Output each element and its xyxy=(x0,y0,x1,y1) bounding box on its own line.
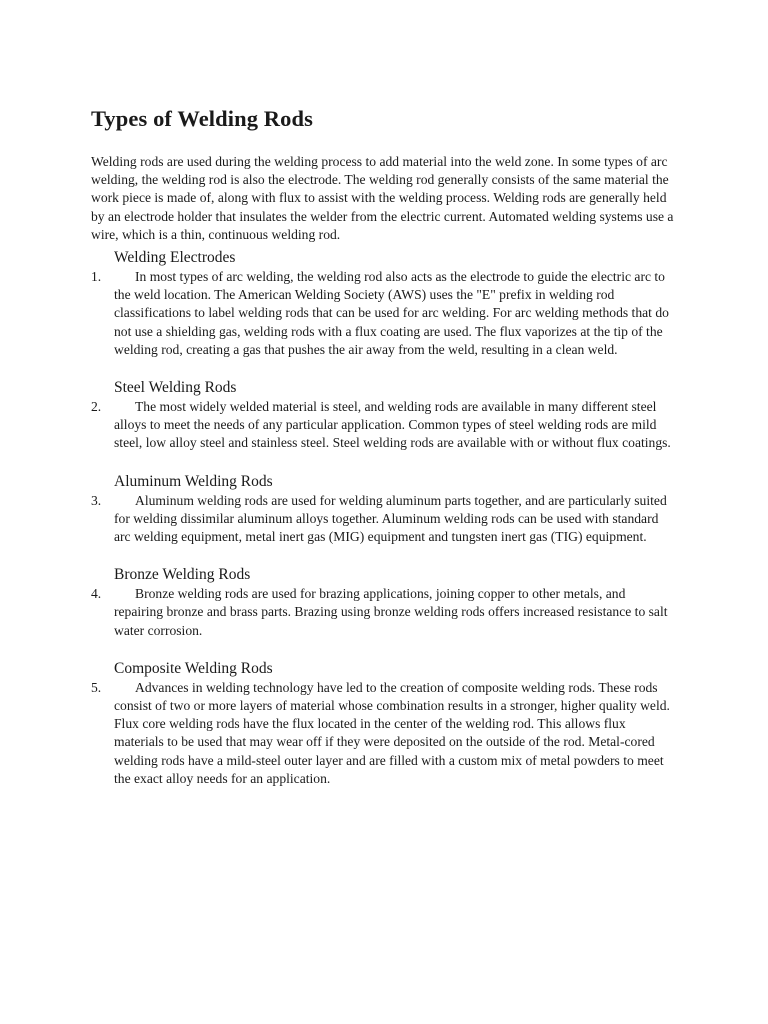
list-item-text: Aluminum welding rods are used for welding aluminum parts together, and are particularly suited for welding dissimilar aluminum alloys together. Aluminum welding rods can be used with standard arc welding equipment, metal inert gas (MIG) equipment and tungsten inert gas (TIG) equipment. xyxy=(114,492,667,545)
list-item xyxy=(91,679,677,788)
section-aluminum-welding-rods xyxy=(91,472,677,547)
document-title: Types of Welding Rods xyxy=(91,106,313,131)
list-item-number: 1. xyxy=(91,269,102,285)
list-item-text: The most widely welded material is steel, and welding rods are available in many different steel alloys to meet the needs of any particular application. Common types of steel welding rods are mild steel, low alloy steel and stainless steel. Steel welding rods are available with or without flux coatings. xyxy=(114,399,671,451)
list-item-number: 2. xyxy=(91,399,102,415)
document-page xyxy=(91,104,677,788)
list-item-text: Bronze welding rods are used for brazing applications, joining copper to other metals, and repairing bronze and brass parts. Brazing using bronze welding rods offers increased resistance to salt water corrosion. xyxy=(114,586,668,638)
section-heading: Bronze Welding Rods xyxy=(114,566,251,584)
section-bronze-welding-rods xyxy=(91,565,677,640)
list-item-text: Advances in welding technology have led to the creation of composite welding rods. These rods consist of two or more layers of material whose combination results in a stronger, higher quality weld. Flux core welding rods have the flux located in the center of the welding rod. This allows flux materials to be used that may wear off if they were deposited on the outside of the rod. Metal-cored welding rods have a mild-steel outer layer and are filled with a custom mix of metal powders to meet the exact alloy needs for an application. xyxy=(114,679,670,786)
list-item xyxy=(91,398,677,453)
section-heading: Steel Welding Rods xyxy=(114,379,237,397)
section-composite-welding-rods xyxy=(91,659,677,788)
list-item-number: 4. xyxy=(91,586,102,602)
list-item-number: 5. xyxy=(91,679,102,695)
section-welding-electrodes xyxy=(91,248,677,359)
list-item xyxy=(91,585,677,640)
section-heading: Aluminum Welding Rods xyxy=(114,472,273,490)
section-heading: Composite Welding Rods xyxy=(114,659,273,677)
section-heading: Welding Electrodes xyxy=(114,249,236,267)
intro-paragraph: Welding rods are used during the welding process to add material into the weld zone. In some types of arc welding, the welding rod is also the electrode. The welding rod generally consists of the same material the work piece is made of, along with flux to assist with the welding process. Welding rods are generally held by an electrode holder that insulates the welder from the electric current. Automated welding systems use a wire, which is a thin, continuous welding rod. xyxy=(91,154,674,242)
list-item-number: 3. xyxy=(91,492,102,508)
list-item-text: In most types of arc welding, the welding rod also acts as the electrode to guide the electric arc to the weld location. The American Welding Society (AWS) uses the "E" prefix in welding rod classifications to label welding rods that can be used for arc welding. For arc welding methods that do not use a shielding gas, welding rods with a flux coating are used. The flux vaporizes at the tip of the welding rod, creating a gas that pushes the air away from the weld, resulting in a clean weld. xyxy=(114,269,669,357)
list-item xyxy=(91,268,677,359)
section-steel-welding-rods xyxy=(91,378,677,453)
list-item xyxy=(91,492,677,547)
